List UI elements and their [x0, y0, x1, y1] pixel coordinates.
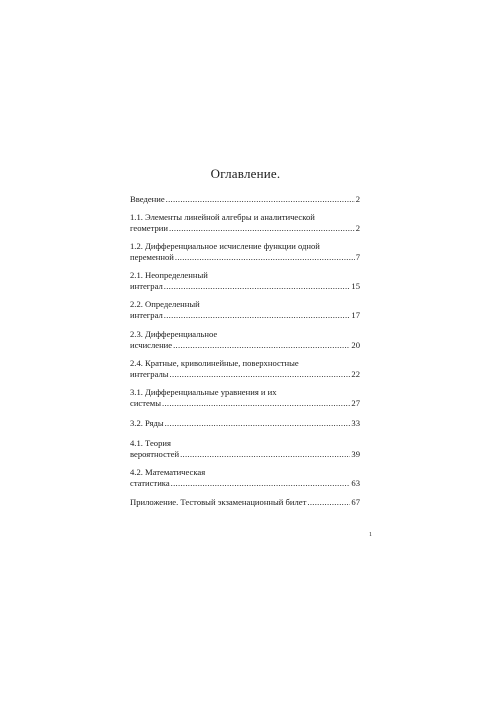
page-number: 1	[369, 532, 372, 538]
toc-leader-dots	[164, 310, 351, 321]
toc-entry-label: интегралы	[130, 369, 169, 379]
toc-entry-page: 39	[351, 449, 360, 459]
toc-entry-2-3[interactable]	[130, 329, 360, 351]
toc-entry-page: 15	[351, 281, 360, 291]
toc-entry-4-1[interactable]	[130, 438, 360, 460]
toc-entry-heading: 2.2. Определенный	[130, 299, 200, 309]
toc-title: Оглавление.	[210, 166, 281, 181]
toc-entry-heading: 2.3. Дифференциальное	[130, 329, 218, 339]
toc-entry-2-1[interactable]	[130, 270, 360, 292]
toc-entry-label: исчисление	[130, 340, 173, 350]
toc-entry-introduction[interactable]	[130, 194, 360, 205]
toc-entry-page: 63	[351, 478, 360, 488]
toc-entry-page: 2	[355, 223, 360, 233]
toc-leader-dots	[307, 497, 350, 508]
toc-entry-label: 3.2. Ряды	[130, 418, 164, 428]
toc-leader-dots	[180, 449, 350, 460]
toc-entry-heading: 4.2. Математическая	[130, 467, 206, 477]
toc-entry-2-2[interactable]	[130, 299, 360, 321]
toc-entry-page: 17	[351, 310, 360, 320]
toc-entry-label: Введение	[130, 194, 165, 204]
toc-leader-dots	[164, 281, 351, 292]
toc-leader-dots	[166, 194, 355, 205]
toc-entry-page: 2	[355, 194, 360, 204]
toc-entry-heading: 2.1. Неопределенный	[130, 270, 208, 280]
toc-leader-dots	[170, 369, 351, 380]
toc-entry-label: системы	[130, 398, 162, 408]
toc-entry-page: 67	[351, 497, 360, 507]
toc-entry-page: 22	[351, 369, 360, 379]
toc-entry-page: 20	[351, 340, 360, 350]
toc-entry-label: вероятностей	[130, 449, 180, 459]
toc-entry-page: 7	[355, 252, 360, 262]
toc-leader-dots	[175, 252, 355, 263]
toc-entry-3-1[interactable]	[130, 387, 360, 409]
toc-entry-label: интеграл	[130, 310, 163, 320]
toc-leader-dots	[162, 398, 350, 409]
toc-entry-heading: 1.2. Дифференциальное исчисление функции одной	[130, 241, 320, 251]
toc-entry-page: 27	[351, 398, 360, 408]
toc-entry-heading: 3.1. Дифференциальные уравнения и их	[130, 387, 277, 397]
toc-entry-label: геометрии	[130, 223, 168, 233]
toc-leader-dots	[173, 340, 350, 351]
toc-entry-label: переменной	[130, 252, 174, 262]
toc-entry-label: Приложение. Тестовый экзаменационный билет	[130, 497, 307, 507]
toc-entry-label: статистика	[130, 478, 170, 488]
toc-entry-4-2[interactable]	[130, 467, 360, 489]
toc-entry-3-2[interactable]	[130, 418, 360, 429]
toc-leader-dots	[169, 223, 355, 234]
toc-entry-heading: 1.1. Элементы линейной алгебры и аналитической	[130, 212, 315, 222]
toc-entry-page: 33	[351, 418, 360, 428]
toc-entry-heading: 4.1. Теория	[130, 438, 171, 448]
toc-entry-heading: 2.4. Кратные, криволинейные, поверхностные	[130, 358, 299, 368]
toc-entry-1-2[interactable]	[130, 241, 360, 263]
toc-entry-appendix[interactable]	[130, 497, 360, 508]
toc-entry-2-4[interactable]	[130, 358, 360, 380]
toc-leader-dots	[165, 418, 351, 429]
toc-entry-label: интеграл	[130, 281, 163, 291]
toc-leader-dots	[171, 478, 351, 489]
toc-entry-1-1[interactable]	[130, 212, 360, 234]
